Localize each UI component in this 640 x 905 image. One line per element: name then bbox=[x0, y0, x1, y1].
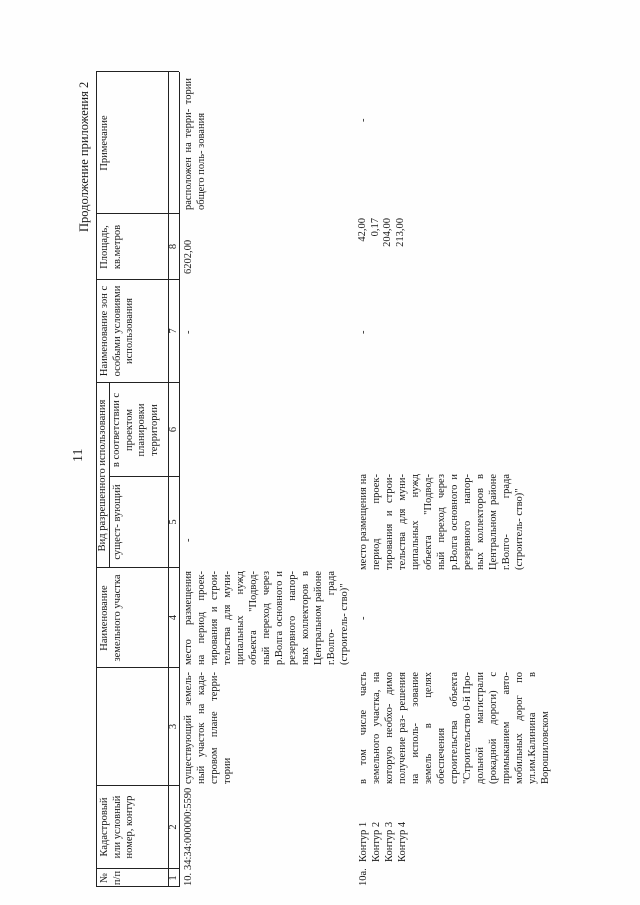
row-number: 10. bbox=[183, 872, 194, 886]
land-plot-name: в том числе часть земельного участка, на которую необхо- димо получение раз- решения на исполь- зование земель в целях обеспечения строительства объекта "Строительство 0-й Про- дольной магистрали (рокадной дороги) с примыканием авто- мобильных дорог по ул.им.Калинина в Ворошиловском bbox=[358, 672, 551, 784]
area-value: 204,00 bbox=[382, 218, 393, 247]
header-existing: сущест- вующий bbox=[112, 484, 123, 560]
page-number: 11 bbox=[71, 448, 86, 462]
column-number: 3 bbox=[168, 723, 179, 730]
planned-use: - bbox=[183, 538, 194, 542]
continuation-title: Продолжение приложения 2 bbox=[77, 81, 91, 232]
area-value: 42,00 bbox=[357, 218, 368, 242]
contour-label: Контур 3 bbox=[384, 821, 395, 862]
header-land-name: Наименование земельного участка bbox=[99, 574, 123, 662]
column-number: 7 bbox=[168, 328, 179, 334]
area-value: 213,00 bbox=[394, 218, 406, 247]
note: расположен на терри- тории общего поль- зования bbox=[183, 78, 207, 210]
column-number: 6 bbox=[168, 426, 179, 433]
existing-use: - bbox=[358, 616, 369, 620]
contour-label: Контур 4 bbox=[397, 821, 408, 862]
contour-list bbox=[357, 790, 409, 862]
column-number: 1 bbox=[168, 875, 179, 881]
header-planned: в соответствии с проектом планировки территории bbox=[111, 392, 160, 468]
column-number: 2 bbox=[168, 824, 179, 830]
note: - bbox=[358, 118, 369, 122]
header-area: Площадь, кв.метров bbox=[99, 224, 123, 270]
header-number: № п/п bbox=[99, 870, 123, 886]
special-zones: - bbox=[358, 330, 369, 334]
column-number: 5 bbox=[168, 519, 179, 525]
column-number: 8 bbox=[168, 243, 179, 250]
document-page bbox=[65, 12, 625, 886]
row-number: 10а. bbox=[358, 868, 369, 886]
land-plot-name: существующий земель- ный участок на када- стровом плане терри- тории bbox=[183, 672, 233, 784]
column-number: 4 bbox=[168, 614, 179, 621]
header-permitted-use: Вид разрешенного использования bbox=[97, 399, 108, 552]
contour-label: Контур 2 bbox=[371, 821, 382, 862]
contour-label: Контур 1 bbox=[358, 821, 369, 862]
header-cadastral: Кадастровый или условный номер, контур bbox=[99, 795, 135, 859]
existing-use: место размещения на период проек- тирования и строи- тельства для муни- ципальных нужд объекта "Подвод- ный переход через р.Волга основного и резервного напор- ных коллекторов в Центральном районе г.Волго- града (строитель- ство)" bbox=[183, 571, 350, 665]
planned-use: место размещения на период проек- тирования и строи- тельства для муни- ципальных нужд объекта "Подвод- ный переход через р.Волга основного и резервного напор- ных коллекторов в Центральном районе г.Волго- града (строитель- ство)" bbox=[358, 474, 525, 570]
cadastral-number: 34:34:000000:5590 bbox=[183, 787, 194, 870]
header-note: Примечание bbox=[99, 115, 110, 171]
special-zones: - bbox=[183, 330, 194, 334]
area-value: 6202,00 bbox=[183, 239, 194, 274]
area-list bbox=[357, 218, 407, 262]
area-value: 0,17 bbox=[369, 218, 381, 237]
header-zones: Наименование зон с особыми условиями использования bbox=[99, 285, 135, 377]
